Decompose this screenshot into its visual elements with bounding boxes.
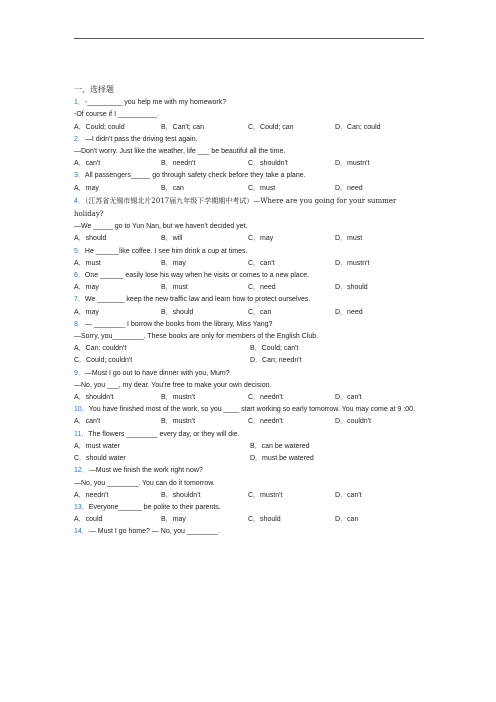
- option-d: D．can't: [335, 394, 362, 402]
- question-9: [74, 368, 426, 380]
- options: [74, 392, 426, 404]
- option-a: A．may: [74, 184, 99, 192]
- section-title: 一、选择题: [74, 85, 114, 94]
- option-a: A．must: [74, 259, 101, 267]
- option-d: D．need: [335, 184, 363, 192]
- option-c: C．Could; couldn't: [74, 357, 133, 365]
- option-d: D．can't: [335, 491, 362, 499]
- options: [74, 183, 426, 195]
- option-c: C．shouldn't: [248, 160, 288, 168]
- options: [74, 355, 426, 367]
- option-a: A．may: [74, 308, 99, 316]
- options: [74, 453, 426, 465]
- question-12: [74, 465, 426, 477]
- question-number: 10．: [74, 406, 89, 414]
- question-3: [74, 170, 426, 182]
- option-c: C．should: [248, 516, 281, 524]
- question-10: [74, 404, 426, 416]
- option-b: B．can: [161, 184, 184, 192]
- question-text: —I didn't pass the driving test again.: [84, 135, 198, 143]
- option-b: B．mustn't: [161, 394, 196, 402]
- question-number: 7．: [74, 296, 85, 304]
- option-c: C．mustn't: [248, 491, 283, 499]
- question-11: [74, 429, 426, 441]
- question-7: [74, 294, 426, 306]
- question-number: 3．: [74, 172, 85, 180]
- option-c: C．may: [248, 235, 274, 243]
- question-6: [74, 270, 426, 282]
- question-8: [74, 319, 426, 331]
- question-number: 1．: [74, 99, 85, 107]
- question-text: The flowers ________ every day, or they will die.: [88, 430, 240, 438]
- options: [74, 122, 426, 134]
- question-1: [74, 97, 426, 109]
- question-text: -_________ you help me with my homework?: [84, 99, 227, 107]
- options: [74, 258, 426, 270]
- option-a: A．can't: [74, 160, 101, 168]
- option-c: C．can't: [248, 259, 275, 267]
- options: [74, 343, 426, 355]
- option-b: B．mustn't: [161, 418, 196, 426]
- question-number: 5．: [74, 247, 85, 255]
- option-b: B．can be watered: [250, 442, 310, 450]
- option-a: A．shouldn't: [74, 394, 114, 402]
- question-text: — Must I go home? — No, you ________.: [88, 528, 220, 536]
- option-b: B．shouldn't: [161, 491, 201, 499]
- option-b: B．will: [161, 235, 183, 243]
- question-5: [74, 246, 426, 258]
- options: [74, 416, 426, 428]
- option-b: B．may: [161, 259, 186, 267]
- option-c: C．should water: [74, 455, 126, 463]
- question-text: — ________ I borrow the books from the library, Miss Yang?: [84, 320, 273, 328]
- question-14: [74, 526, 426, 538]
- header-rule: [74, 38, 424, 39]
- question-text: All passengers_____ go through safety check before they take a plane.: [84, 172, 306, 180]
- option-d: D．Can; could: [335, 123, 381, 131]
- option-d: D．Can; needn't: [250, 357, 302, 365]
- question-number: 11．: [74, 430, 89, 438]
- option-c: C．needn't: [248, 418, 283, 426]
- option-b: B．must: [161, 284, 188, 292]
- question-text: —No, you ________. You can do it tomorrow.: [74, 479, 215, 487]
- question-list: [74, 84, 426, 539]
- question-text: —Must we finish the work right now?: [88, 467, 203, 475]
- option-a: A．can't: [74, 418, 101, 426]
- option-d: D．mustn't: [335, 160, 370, 168]
- question-text: （江苏省无锡市锡北片2017届九年级下学期期中考试）—Where are you going for your summer holiday?: [74, 196, 397, 219]
- question-text: —No, you ___, my dear. You're free to make your own decision.: [74, 381, 272, 389]
- option-d: D．need: [335, 308, 363, 316]
- option-d: D．mustn't: [335, 259, 370, 267]
- question-2: [74, 134, 426, 146]
- option-d: D．can: [335, 516, 359, 524]
- question-number: 8．: [74, 320, 85, 328]
- option-d: D．must be watered: [250, 455, 314, 463]
- option-b: B．Could; can't: [250, 345, 299, 353]
- option-a: A．may: [74, 284, 99, 292]
- options: [74, 490, 426, 502]
- question-number: 2．: [74, 135, 85, 143]
- option-a: A．needn't: [74, 491, 109, 499]
- options: [74, 307, 426, 319]
- options: [74, 282, 426, 294]
- option-b: B．may: [161, 516, 186, 524]
- option-b: B．should: [161, 308, 194, 316]
- option-c: C．Could; can: [248, 123, 294, 131]
- option-b: B．needn't: [161, 160, 196, 168]
- question-4: [74, 195, 426, 221]
- question-number: 6．: [74, 272, 85, 280]
- option-a: A．could: [74, 516, 103, 524]
- question-text: One ______ easily lose his way when he visits or comes to a new place.: [84, 272, 310, 280]
- question-text: -Of course if I __________.: [74, 111, 159, 119]
- question-text: He ______like coffee. I see him drink a cup at times.: [84, 247, 248, 255]
- option-c: C．must: [248, 184, 276, 192]
- option-a: A．Could; could: [74, 123, 125, 131]
- option-d: D．should: [335, 284, 368, 292]
- question-number: 12．: [74, 467, 89, 475]
- question-text: —We _____ go to Yun Nan, but we haven't decided yet.: [74, 223, 248, 231]
- question-text: Everyone______ be polite to their parents.: [88, 503, 221, 511]
- question-text: —Sorry, you________. These books are only for members of the English Club.: [74, 333, 319, 341]
- options: [74, 158, 426, 170]
- question-13: [74, 502, 426, 514]
- option-a: A．should: [74, 235, 107, 243]
- question-number: 13．: [74, 503, 89, 511]
- option-c: C．need: [248, 284, 276, 292]
- question-text: —Must I go out to have dinner with you, Mum?: [84, 369, 230, 377]
- question-number: 14．: [74, 528, 89, 536]
- question-number: 9．: [74, 369, 85, 377]
- options: [74, 514, 426, 526]
- option-d: D．couldn't: [335, 418, 371, 426]
- option-a: A．must water: [74, 442, 120, 450]
- question-text: We _______ keep the new traffic law and learn how to protect ourselves.: [84, 296, 311, 304]
- question-number: 4．: [74, 197, 85, 205]
- option-a: A．Can; couldn't: [74, 345, 127, 353]
- option-c: C．needn't: [248, 394, 283, 402]
- question-text: You have finished most of the work, so you ____ start working so early tomorrow. You may come at 9 :00.: [88, 406, 415, 414]
- options: [74, 233, 426, 245]
- option-b: B．Can't; can: [161, 123, 204, 131]
- options: [74, 441, 426, 453]
- question-text: —Don't worry. Just like the weather, life ___ be beautiful all the time.: [74, 148, 286, 156]
- option-c: C．can: [248, 308, 272, 316]
- option-d: D．must: [335, 235, 363, 243]
